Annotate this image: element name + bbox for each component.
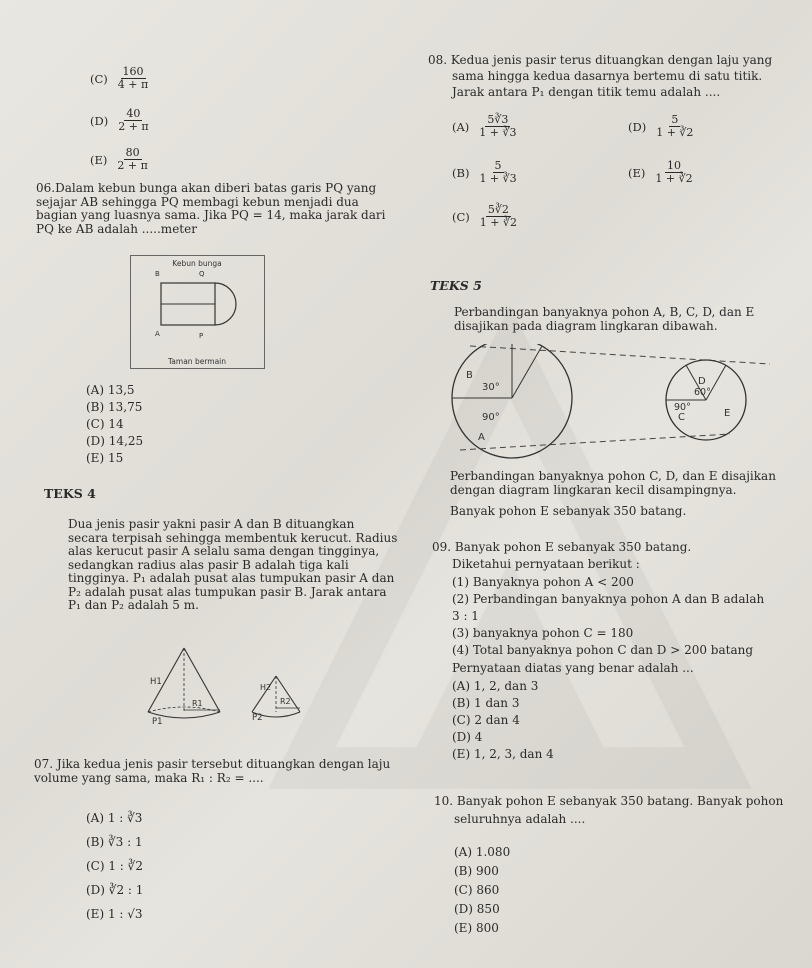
q09-option-b[interactable]: (B) 1 dan 3 [452,696,520,710]
q10-option-a[interactable]: (A) 1.080 [454,845,511,859]
q10-options [454,843,510,938]
q06-option-c[interactable]: (C) 14 [86,417,124,431]
statement-1: (1) Banyaknya pohon A < 200 [452,575,634,589]
statement-2-ratio: 3 : 1 [452,609,479,623]
q06-option-d[interactable]: (D) 14,25 [86,434,144,448]
q07-text: 07. Jika kedua jenis pasir tersebut dituangkan dengan laju volume yang sama, maka R₁ : R₂ = .... [34,757,391,785]
garden-figure [130,255,265,369]
q09-option-c[interactable]: (C) 2 dan 4 [452,713,520,727]
q07-option-c[interactable]: (C) 1 : ∛2 [86,859,143,873]
cone1-p-label: P1 [152,717,163,727]
label-b: B [155,270,160,278]
statement-3: (3) banyaknya pohon C = 180 [452,626,634,640]
teks5-after2: Banyak pohon E sebanyak 350 batang. [450,504,687,518]
q10-text: 10. Banyak pohon E sebanyak 350 batang. Banyak pohon seluruhnya adalah .... [434,794,784,826]
q05-option-d[interactable]: (D) $\frac{40}{2 + \pi}$ [90,107,149,133]
q08-option-b[interactable]: (B) $\frac{5}{1 + ∛3}$ [452,159,517,185]
teks4-text: Dua jenis pasir yakni pasir A dan B dituangkan secara terpisah sehingga membentuk kerucut. Radius alas kerucut pasir A selalu sama dengan tingginya, sedangkan radius alas pasir B adalah tiga kali tingginya. P₁ adalah pusat alas tumpukan pasir A dan P₂ adalah pusat alas tumpukan pasir B. Jarak antara P₁ dan P₂ adalah 5 m. [68,517,398,612]
pie-big-label-b: B [466,370,473,381]
pie-small-label-c: C [678,412,685,423]
q05-option-e[interactable]: (E) $\frac{80}{2 + \pi}$ [90,146,148,172]
cone2-r-label: R2 [280,697,291,706]
q10-option-b[interactable]: (B) 900 [454,864,499,878]
garden-diagram [131,256,264,368]
pie-small-angle-d: 60° [694,387,711,398]
cones-diagram [140,642,310,732]
pie-big-angle-b: 30° [482,382,500,393]
label-q: Q [199,270,205,278]
q09-text: 09. Banyak pohon E sebanyak 350 batang. [432,540,692,554]
q06-option-e[interactable]: (E) 15 [86,451,124,465]
garden-caption: Taman bermain [167,357,227,366]
q08-option-a[interactable]: (A) $\frac{5∛3}{1 + ∛3}$ [452,113,517,139]
teks4-heading: TEKS 4 [44,486,96,501]
statement-2: (2) Perbandingan banyaknya pohon A dan B adalah [452,592,765,606]
q06-options [86,382,143,467]
q07-option-a[interactable]: (A) 1 : ∛3 [86,811,143,825]
pie-big-angle-90: 90° [482,412,500,423]
q09-option-a[interactable]: (A) 1, 2, dan 3 [452,679,539,693]
label-p: P [199,332,204,340]
q08-option-e[interactable]: (E) $\frac{10}{1 + ∛2}$ [628,159,693,185]
teks5-heading: TEKS 5 [430,278,482,293]
pie-small-angle-c: 90° [674,402,691,413]
q09-statements [452,574,764,659]
pie-diagrams [430,344,790,462]
q08-text: 08. Kedua jenis pasir terus dituangkan dengan laju yang sama hingga kedua dasarnya bertemu di satu titik. Jarak antara P₁ dengan titik temu adalah .... [428,53,773,99]
q08-option-c[interactable]: (C) $\frac{5∛2}{1 + ∛2}$ [452,203,517,229]
q09-option-e[interactable]: (E) 1, 2, 3, dan 4 [452,747,554,761]
cone2-p-label: P2 [252,713,263,723]
pie-small-label-e: E [724,408,731,419]
q09-known: Diketahui pernyataan berikut : [452,557,640,571]
q07-option-d[interactable]: (D) ∛2 : 1 [86,883,144,897]
label-a: A [155,330,160,338]
garden-title: Kebun bunga [172,259,222,268]
q09-option-d[interactable]: (D) 4 [452,730,483,744]
q10-option-e[interactable]: (E) 800 [454,921,499,935]
cone2-h-label: H2 [260,683,272,692]
pie-small-label-d: D [698,376,706,387]
q06-option-a[interactable]: (A) 13,5 [86,383,135,397]
q10-option-d[interactable]: (D) 850 [454,902,500,916]
q07-option-b[interactable]: (B) ∛3 : 1 [86,835,143,849]
q09-options [452,678,554,763]
q07-option-e[interactable]: (E) 1 : √3 [86,907,143,921]
q07-options [86,806,143,926]
teks5-after: Perbandingan banyaknya pohon C, D, dan E disajikan dengan diagram lingkaran kecil disampingnya. [450,469,776,497]
q05-option-c[interactable]: (C) $\frac{160}{4 + \pi}$ [90,65,149,91]
cone1-r-label: R1 [192,699,203,708]
q06-text: 06.Dalam kebun bunga akan diberi batas garis PQ yang sejajar AB sehingga PQ membagi kebun menjadi dua bagian yang luasnya sama. Jika PQ = 14, maka jarak dari PQ ke AB adalah .....meter [36,181,386,236]
q10-option-c[interactable]: (C) 860 [454,883,500,897]
q06-option-b[interactable]: (B) 13,75 [86,400,143,414]
cone1-h-label: H1 [150,677,162,687]
q08-option-d[interactable]: (D) $\frac{5}{1 + ∛2}$ [628,113,694,139]
pie-big-label-a: A [478,432,485,443]
teks5-intro: Perbandingan banyaknya pohon A, B, C, D, dan E disajikan pada diagram lingkaran dibawah. [454,305,755,333]
q09-question: Pernyataan diatas yang benar adalah ... [452,661,694,675]
statement-4: (4) Total banyaknya pohon C dan D > 200 batang [452,643,754,657]
